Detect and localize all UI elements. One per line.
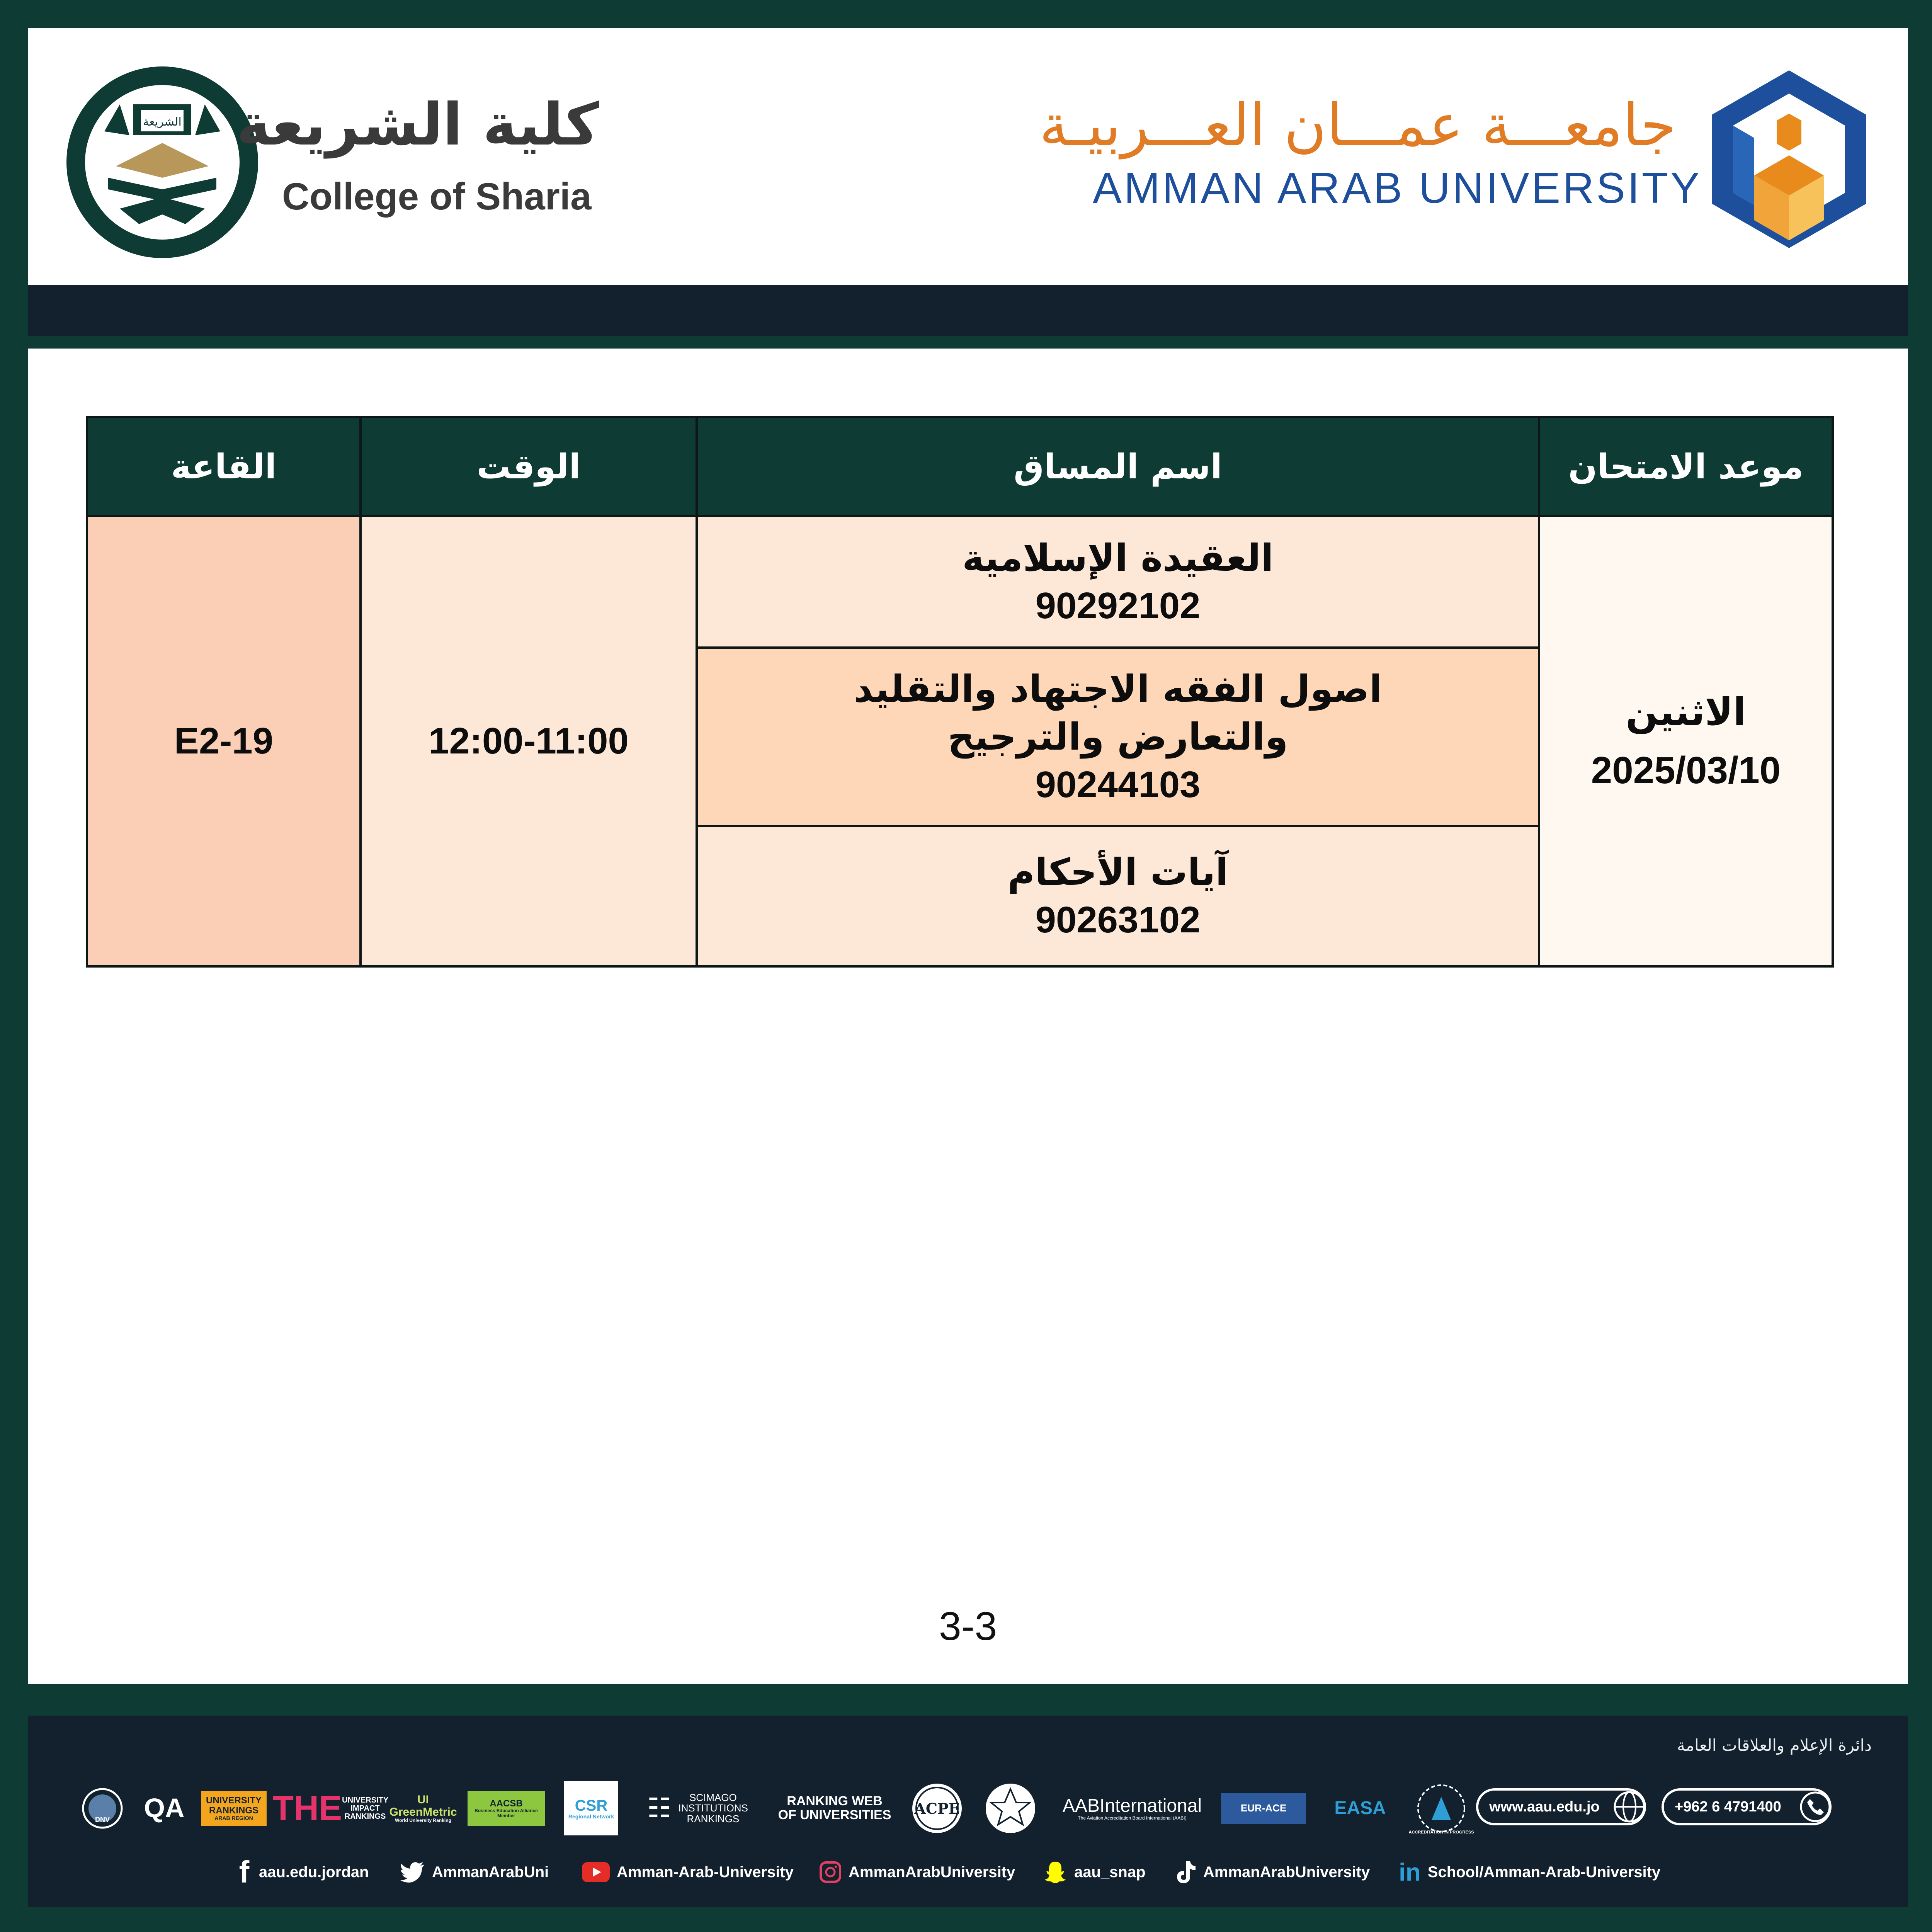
scimago-badge: ☷ SCIMAGO INSTITUTIONS RANKINGS [647, 1792, 748, 1825]
course-code: 90263102 [1035, 899, 1201, 941]
csr-badge: CSR Regional Network [564, 1781, 618, 1835]
the-impact-badge: THE UNIVERSITY IMPACT RANKINGS [272, 1789, 389, 1828]
exam-day: الاثنين [1626, 690, 1746, 734]
social-twitter[interactable]: AmmanArabUni [400, 1855, 549, 1889]
table-header-row [87, 417, 1833, 516]
course-name: العقيدة الإسلامية [962, 536, 1274, 580]
course-cell [697, 648, 1539, 826]
exam-date: 2025/03/10 [1591, 749, 1781, 791]
linkedin-icon: in [1399, 1858, 1421, 1886]
page-number: 3-3 [939, 1604, 997, 1649]
instagram-icon [819, 1861, 842, 1883]
social-tiktok[interactable]: AmmanArabUniversity [1175, 1855, 1370, 1889]
aab-international-badge: AABInternational The Aviation Accreditation Board International (AABI) [1062, 1795, 1202, 1821]
college-name-arabic: كلية الشريعة [236, 91, 599, 158]
social-snapchat[interactable]: aau_snap [1043, 1855, 1146, 1889]
ui-greenmetric-badge: UI GreenMetric World University Ranking [389, 1793, 457, 1823]
qs-rankings-badge: UNIVERSITY RANKINGS ARAB REGION [201, 1791, 267, 1826]
tiktok-icon [1175, 1860, 1196, 1884]
phone-icon [1799, 1791, 1832, 1823]
department-name: دائرة الإعلام والعلاقات العامة [1677, 1736, 1872, 1755]
acpe-badge [908, 1777, 966, 1839]
globe-icon [1613, 1790, 1646, 1823]
svg-text:ACCREDITATION IN PROGRESS: ACCREDITATION IN PROGRESS [1408, 1830, 1474, 1835]
social-instagram[interactable]: AmmanArabUniversity [819, 1855, 1015, 1889]
college-emblem-icon [62, 62, 263, 263]
dnv-badge [81, 1777, 124, 1839]
arabic-seal-badge [981, 1777, 1039, 1839]
header-time: الوقت [361, 417, 697, 516]
ranking-web-badge: RANKING WEB OF UNIVERSITIES [778, 1794, 891, 1822]
exam-schedule-table [86, 416, 1834, 968]
college-emblem-text: الشريعة [143, 115, 182, 129]
university-name-arabic: جامعـــة عمـــان العـــربيـة [1039, 92, 1676, 159]
course-name: اصول الفقه الاجتهاد والتقليد [854, 667, 1382, 711]
eur-ace-badge: EUR-ACE [1221, 1793, 1306, 1824]
social-linkedin[interactable]: in School/Amman-Arab-University [1399, 1858, 1661, 1886]
qa-badge: QA [144, 1793, 185, 1823]
twitter-icon [400, 1862, 425, 1882]
youtube-icon [582, 1862, 610, 1882]
header-room: القاعة [87, 417, 361, 516]
accreditation-in-progress-badge [1410, 1777, 1472, 1839]
exam-time-cell: 12:00-11:00 [361, 516, 697, 966]
header-divider-band [28, 285, 1908, 336]
course-code: 90292102 [1035, 585, 1201, 626]
social-youtube[interactable]: Amman-Arab-University [582, 1855, 794, 1889]
course-name: آيات الأحكام [1007, 850, 1228, 894]
facebook-icon: f [239, 1855, 250, 1889]
course-cell [697, 826, 1539, 966]
table-row [87, 516, 1833, 648]
exam-room-cell: E2-19 [87, 516, 361, 966]
header-exam-date: موعد الامتحان [1539, 417, 1833, 516]
easa-badge: EASA [1334, 1798, 1386, 1818]
header-course-name: اسم المساق [697, 417, 1539, 516]
svg-text:ACPE: ACPE [914, 1800, 960, 1817]
college-name-english: College of Sharia [282, 175, 592, 218]
course-name-line2: والتعارض والترجيح [947, 715, 1288, 759]
svg-text:DNV: DNV [95, 1816, 110, 1823]
aacsb-badge: AACSB Business Education Alliance Member [468, 1791, 545, 1826]
university-logo-icon [1708, 66, 1870, 252]
snapchat-icon [1043, 1860, 1067, 1884]
university-name-english: AMMAN ARAB UNIVERSITY [1093, 164, 1702, 212]
exam-date-cell [1539, 516, 1833, 966]
website-link[interactable]: www.aau.edu.jo [1476, 1788, 1646, 1825]
course-cell [697, 516, 1539, 648]
social-facebook[interactable]: f aau.edu.jordan [236, 1855, 369, 1889]
phone-link[interactable]: +962 6 4791400 [1662, 1788, 1832, 1825]
course-code: 90244103 [1035, 764, 1201, 805]
